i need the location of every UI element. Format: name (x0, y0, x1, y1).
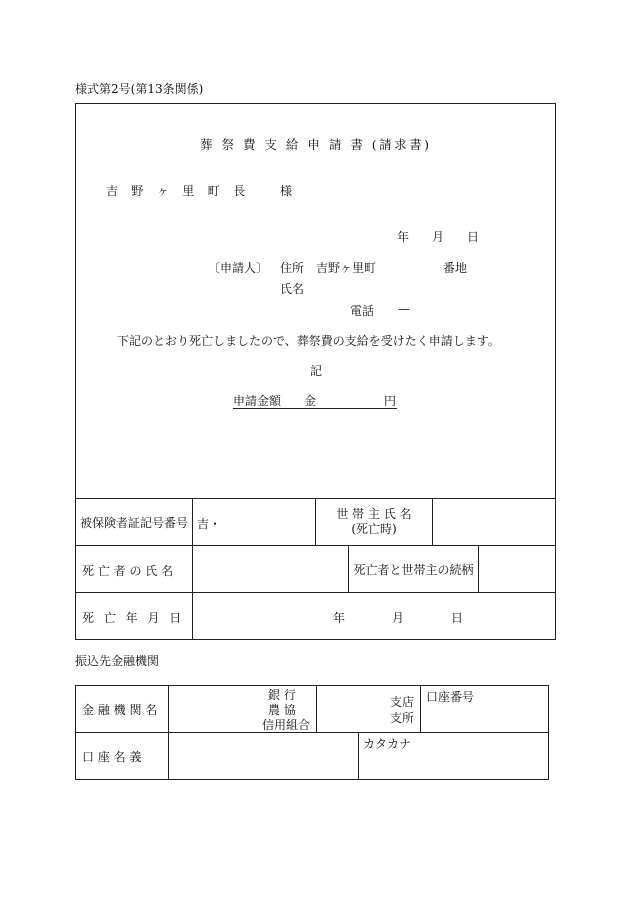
bank-col-rule-branch (420, 685, 421, 732)
address-banchi: 番地 (443, 261, 468, 275)
account-name-field[interactable] (169, 733, 358, 780)
bank-col-rule-name (358, 732, 359, 780)
form-title: 葬 祭 費 支 給 申 請 書 (請求書) (200, 137, 432, 152)
bank-type-nokyo: 農 協 (268, 703, 296, 717)
deceased-name-field[interactable] (193, 546, 348, 592)
insured-number-value[interactable]: 吉・ (197, 517, 222, 531)
death-year-label: 年 (333, 611, 346, 625)
phone-label: 電話 (350, 304, 375, 318)
date-year-label: 年 (397, 230, 410, 244)
name-label: 氏名 (280, 282, 305, 296)
katakana-label: カタカナ (363, 737, 412, 751)
household-head-label-line1: 世 帯 主 氏 名 (336, 507, 412, 521)
statement-text: 下記のとおり死亡しましたので、葬祭費の支給を受けたく申請します。 (117, 334, 500, 348)
bank-type-credit-union: 信用組合 (262, 718, 311, 732)
bank-section-title: 振込先金融機関 (75, 654, 160, 668)
address-town: 吉野ヶ里町 (316, 261, 377, 275)
household-head-name-field[interactable] (433, 499, 555, 545)
amount-label: 申請金額 (233, 394, 282, 408)
relationship-field[interactable] (479, 546, 555, 592)
table-rule-3 (75, 592, 556, 593)
account-name-label: 口 座 名 義 (82, 750, 142, 764)
applicant-label: 〔申請人〕 (208, 261, 269, 275)
address-label: 住所 (280, 261, 305, 275)
branch-shiten: 支店 (390, 695, 415, 709)
death-month-label: 月 (392, 611, 405, 625)
household-head-label (316, 499, 432, 545)
institution-label: 金 融 機 関 名 (82, 703, 158, 717)
amount-kin: 金 (304, 394, 317, 408)
branch-shisho: 支所 (390, 711, 415, 725)
phone-dash: — (398, 302, 410, 316)
bank-col-rule-type (316, 685, 317, 732)
account-number-label: 口座番号 (426, 690, 475, 704)
addressee: 吉 野 ヶ 里 町 長 (106, 184, 250, 198)
household-head-label-line2: (死亡時) (351, 522, 397, 536)
relationship-label: 死亡者と世帯主の続柄 (353, 562, 474, 577)
ki-label: 記 (310, 364, 323, 378)
deceased-name-label: 死 亡 者 の 氏 名 (82, 564, 174, 578)
addressee-suffix: 様 (280, 184, 293, 198)
insured-number-label: 被保険者証記号番号 (79, 515, 188, 530)
death-date-label: 死 亡 年 月 日 (82, 611, 185, 625)
bank-type-bank: 銀 行 (268, 688, 296, 702)
date-month-label: 月 (432, 230, 445, 244)
amount-yen: 円 (384, 394, 397, 408)
date-day-label: 日 (467, 230, 480, 244)
form-number: 様式第2号(第13条関係) (75, 82, 204, 96)
death-day-label: 日 (451, 611, 464, 625)
